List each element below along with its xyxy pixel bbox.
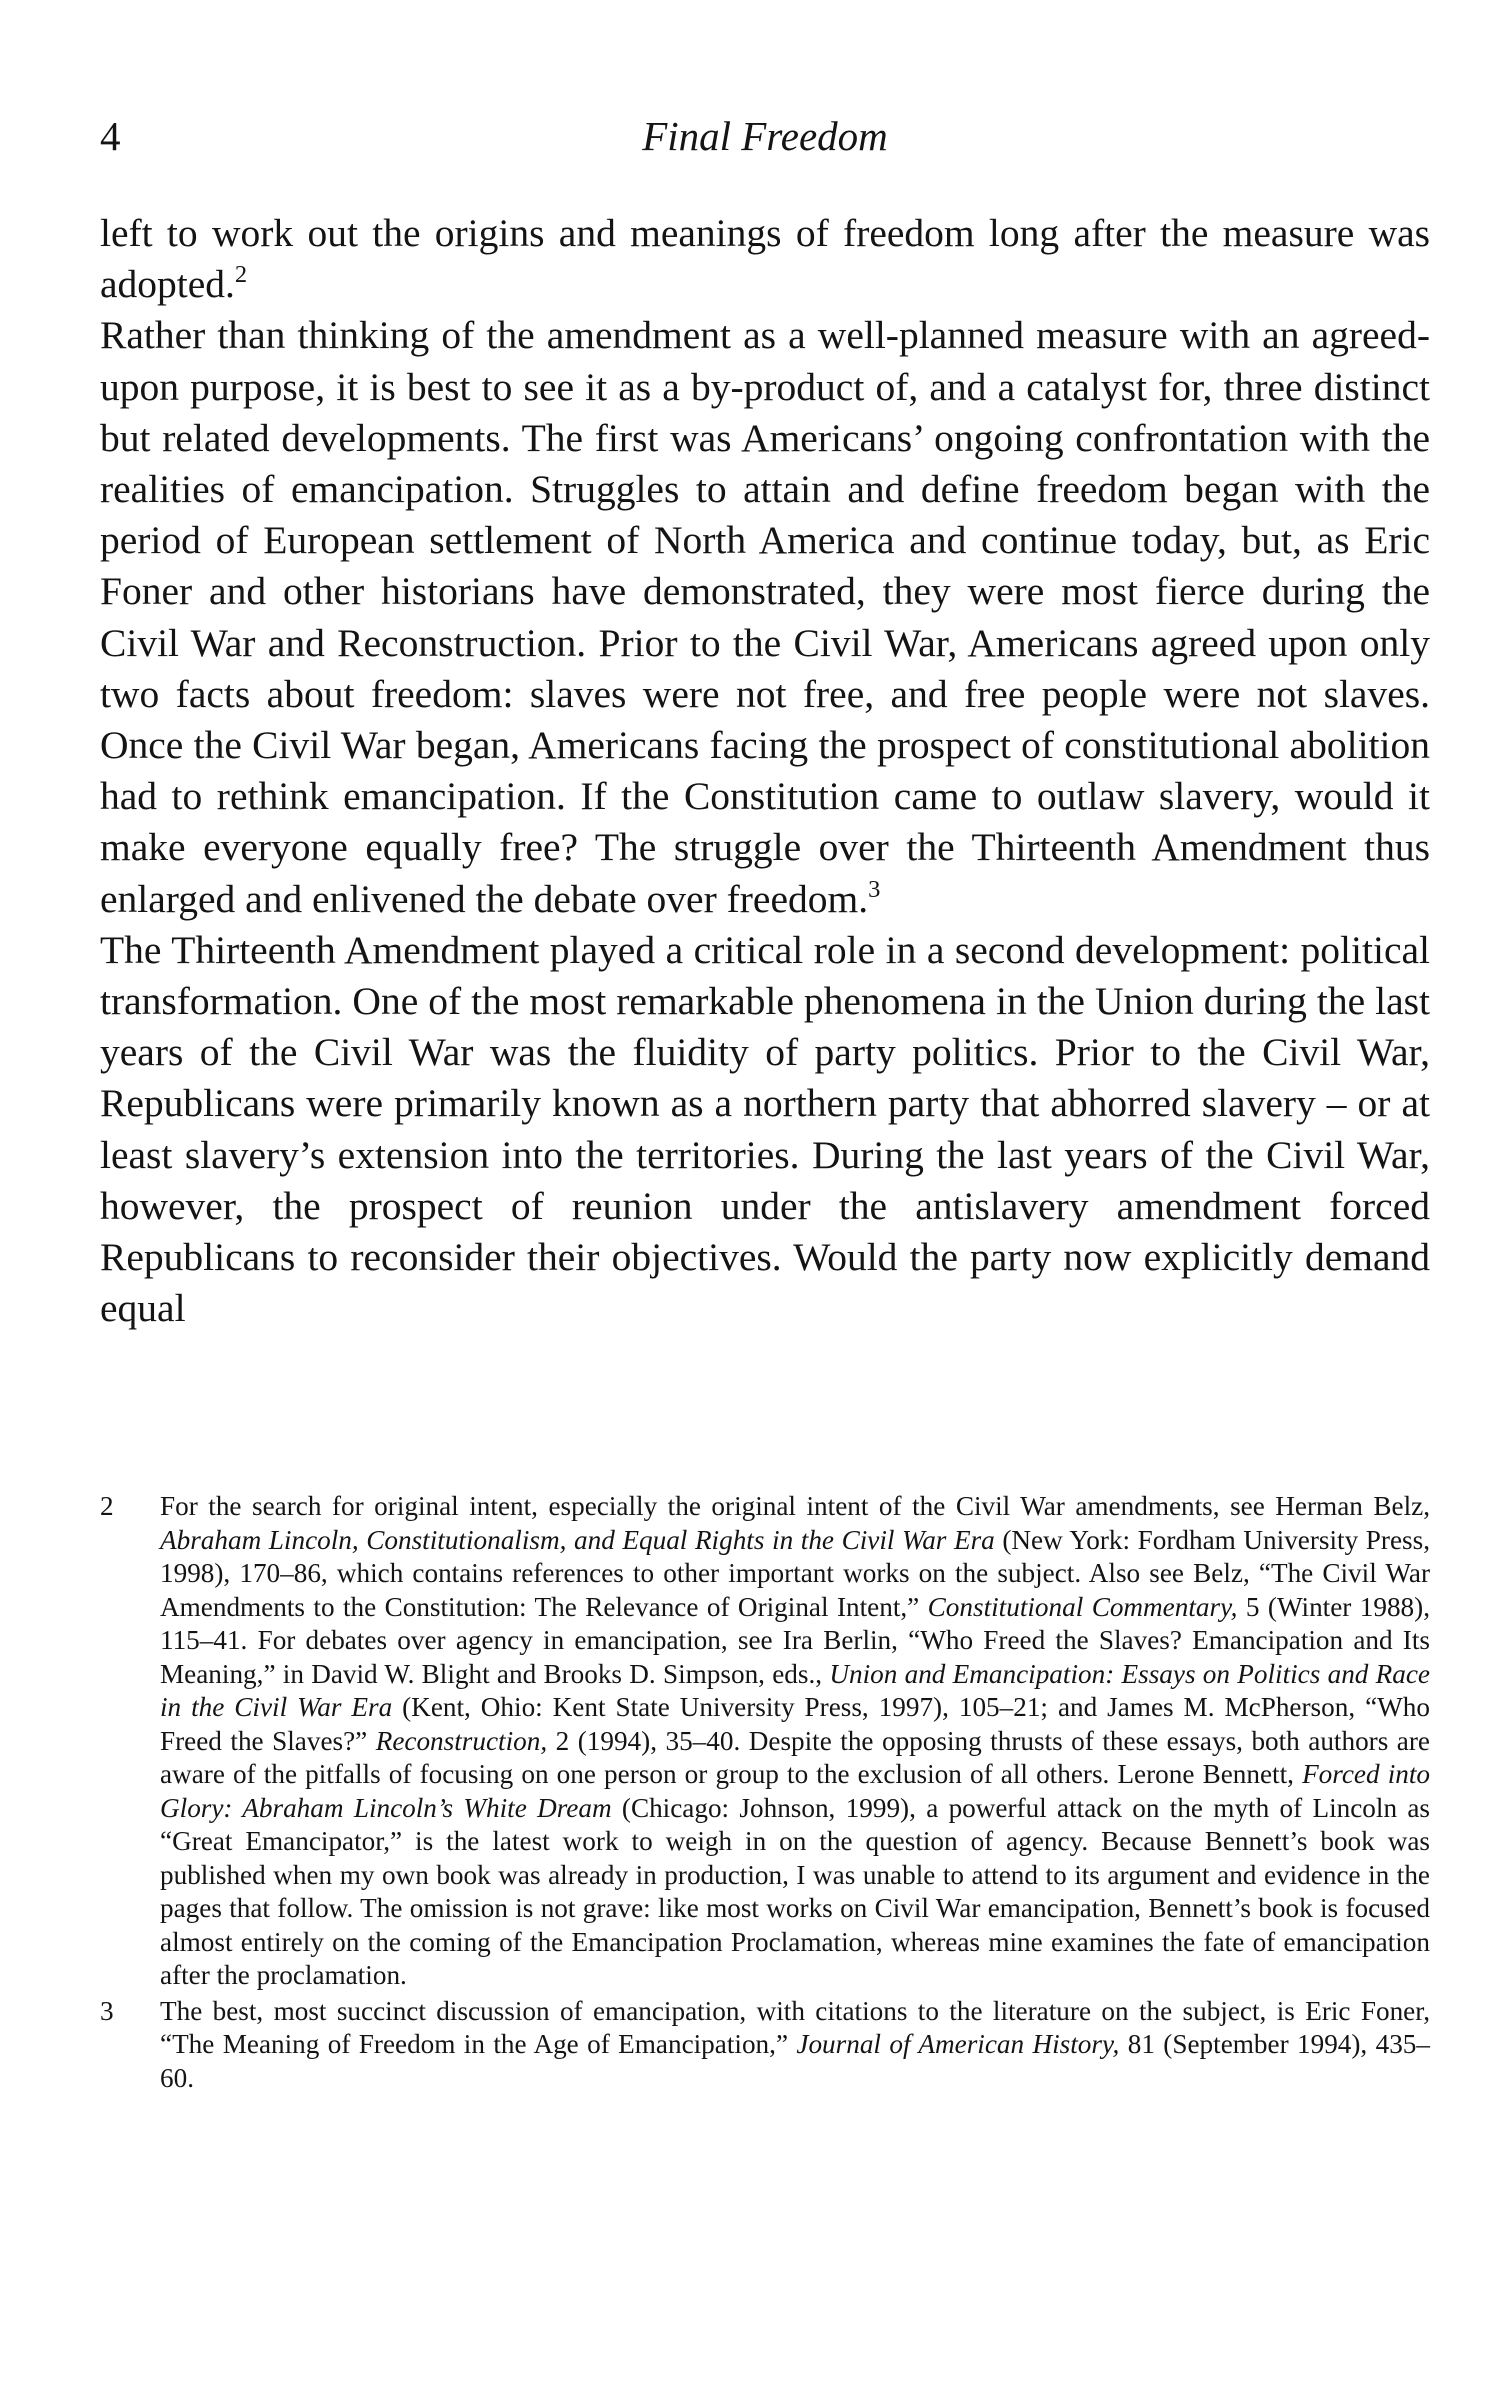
footnote-italic-text: Union and Emancipation: Essays on Politics and Race in the Civil War Era xyxy=(160,1658,1430,1722)
footnote-italic-text: Journal of American History, xyxy=(796,2029,1120,2059)
footnote xyxy=(100,1995,1430,2096)
paragraph-text: left to work out the origins and meanings of freedom long after the measure was adopted. xyxy=(100,211,1430,307)
footnote-italic-text: Abraham Lincoln, Constitutionalism, and Equal Rights in the Civil War Era xyxy=(160,1524,995,1555)
footnote-text-segment: 81 (September 1994), 435–60. xyxy=(160,2029,1430,2093)
body-paragraph xyxy=(100,208,1430,310)
footnote-number: 2 xyxy=(100,1491,114,1521)
footnote-text-segment: (Chicago: Johnson, 1999), a powerful attack on the myth of Lincoln as “Great Emancipator,” is the latest work to weigh in on the question of agency. Because Bennett’s book was published when my own book was already in production, I was unable to attend to its argument and evidence in the pages that follow. The omission is not grave: like most works on Civil War emancipation, Bennett’s book is focused almost entirely on the coming of the Emancipation Proclamation, whereas mine examines the fate of emancipation after the proclamation. xyxy=(160,1792,1430,1990)
body-paragraph xyxy=(100,310,1430,924)
footnote-text-segment: 2 (1994), 35–40. Despite the opposing thrusts of these essays, both authors are aware of the pitfalls of focusing on one person or group to the exclusion of all others. Lerone Bennett, xyxy=(160,1725,1430,1789)
footnote-text-segment: The best, most succinct discussion of emancipation, with citations to the literature on the subject, is Eric Foner, “The Meaning of Freedom in the Age of Emancipation,” xyxy=(160,1995,1430,2059)
page-header xyxy=(100,106,1430,166)
footnote-text-segment: 5 (Winter 1988), 115–41. For debates over agency in emancipation, see Ira Berlin, “Who Freed the Slaves? Emancipation and Its Meaning,” in David W. Blight and Brooks D. Simpson, eds., xyxy=(160,1591,1430,1689)
footnote-italic-text: Forced into Glory: Abraham Lincoln’s White Dream xyxy=(160,1759,1431,1823)
body-paragraph xyxy=(100,925,1430,1335)
footnote xyxy=(100,1490,1430,1993)
footnotes xyxy=(100,1490,1430,2097)
body-text xyxy=(100,208,1430,1334)
footnote-text-segment: (Kent, Ohio: Kent State University Press, 1997), 105–21; and James M. McPherson, “Who Freed the Slaves?” xyxy=(160,1692,1430,1756)
footnote-text xyxy=(160,1995,1430,2096)
footnote-reference: 2 xyxy=(234,261,248,289)
footnote-number: 3 xyxy=(100,1995,114,2026)
footnote-italic-text: Reconstruction, xyxy=(375,1725,548,1756)
running-title: Final Freedom xyxy=(642,113,888,159)
page-number: 4 xyxy=(100,113,121,159)
paragraph-text: Rather than thinking of the amendment as a well-planned measure with an agreed-upon purpose, it is best to see it as a by-product of, and a catalyst for, three distinct but related developments. The first was Americans’ ongoing confrontation with the realities of emancipation. Struggles to attain and define freedom began with the period of European settlement of North America and continue today, but, as Eric Foner and other historians have demonstrated, they were most fierce during the Civil War and Reconstruction. Prior to the Civil War, Americans agreed upon only two facts about freedom: slaves were not free, and free people were not slaves. Once the Civil War began, Americans facing the prospect of constitutional abolition had to rethink emancipation. If the Constitution came to outlaw slavery, would it make everyone equally free? The struggle over the Thirteenth Amendment thus enlarged and enlivened the debate over freedom. xyxy=(100,313,1430,921)
paragraph-text: The Thirteenth Amendment played a critical role in a second development: political transformation. One of the most remarkable phenomena in the Union during the last years of the Civil War was the fluidity of party politics. Prior to the Civil War, Republicans were primarily known as a northern party that abhorred slavery – or at least slavery’s extension into the territories. During the last years of the Civil War, however, the prospect of reunion under the antislavery amendment forced Republicans to reconsider their objectives. Would the party now explicitly demand equal xyxy=(100,927,1430,1331)
footnote-text-segment: (New York: Fordham University Press, 1998), 170–86, which contains references to other important works on the subject. Also see Belz, “The Civil War Amendments to the Constitution: The Relevance of Original Intent,” xyxy=(160,1524,1430,1622)
footnote-reference: 3 xyxy=(868,875,881,903)
footnote-text-segment: For the search for original intent, especially the original intent of the Civil War amendments, see Herman Belz, xyxy=(160,1491,1430,1521)
footnote-italic-text: Constitutional Commentary, xyxy=(927,1591,1238,1622)
footnote-text xyxy=(160,1490,1430,1993)
